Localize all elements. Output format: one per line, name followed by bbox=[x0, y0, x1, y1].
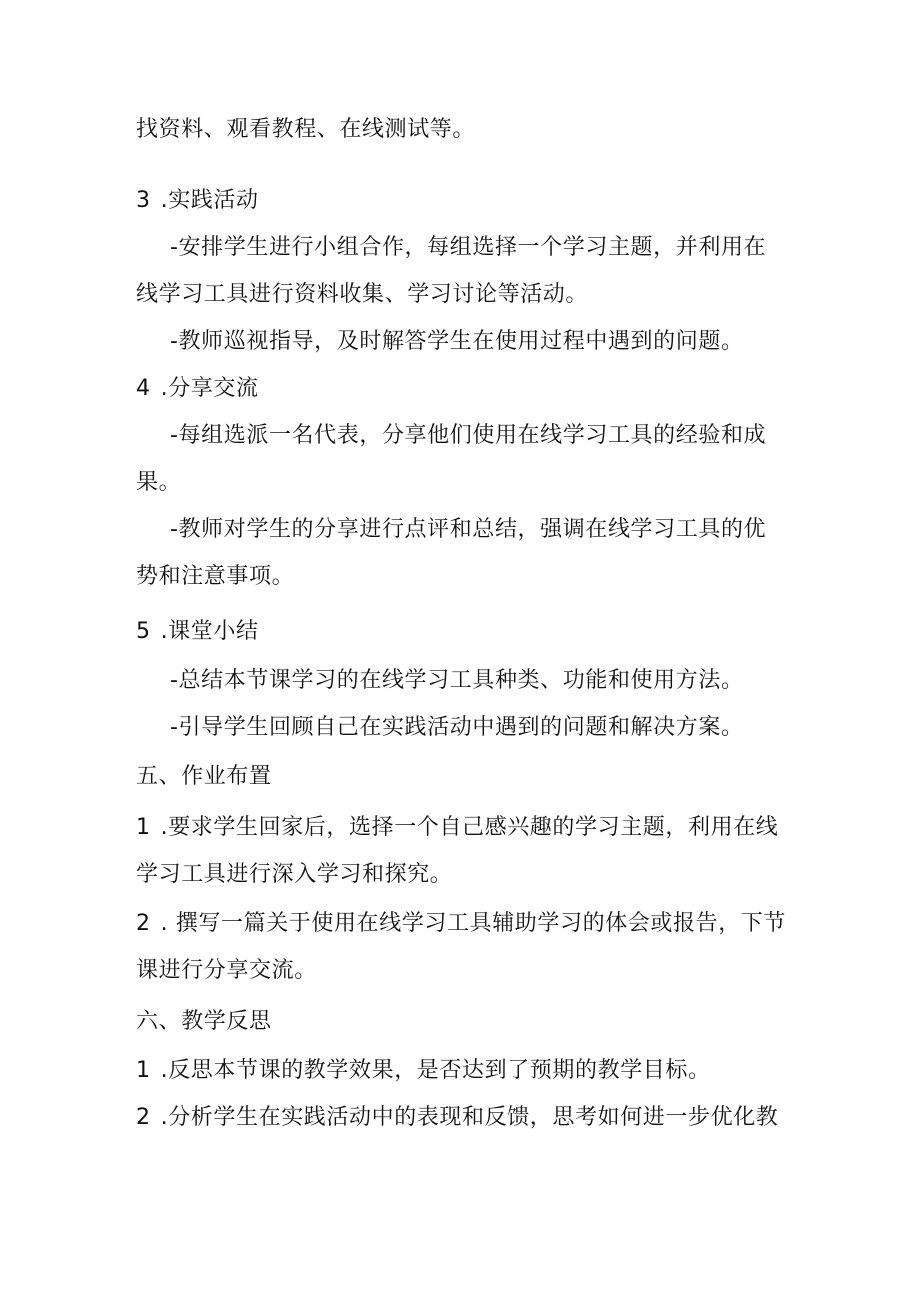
numbered-item: 1 .反思本节课的教学效果，是否达到了预期的教学目标。 bbox=[136, 1056, 796, 1086]
chapter-heading-homework: 五、作业布置 bbox=[136, 764, 272, 789]
bullet-item: -教师巡视指导，及时解答学生在使用过程中遇到的问题。 bbox=[170, 329, 744, 354]
item-number: 3 bbox=[136, 188, 151, 213]
item-number: 2 bbox=[136, 1105, 151, 1130]
bullet-item: -安排学生进行小组合作，每组选择一个学习主题，并利用在 bbox=[170, 235, 767, 260]
section-heading-summary: 5 .课堂小结 bbox=[136, 617, 796, 647]
numbered-item-continuation: 学习工具进行深入学习和探究。 bbox=[136, 862, 453, 887]
item-number: 4 bbox=[136, 376, 151, 401]
item-number: 2 bbox=[136, 911, 151, 936]
bullet-item-continuation: 线学习工具进行资料收集、学习讨论等活动。 bbox=[136, 282, 589, 307]
item-number: 5 bbox=[136, 619, 151, 644]
chapter-heading-reflection: 六、教学反思 bbox=[136, 1009, 272, 1034]
bullet-item-continuation: 势和注意事项。 bbox=[136, 564, 295, 589]
numbered-item-continuation: 课进行分享交流。 bbox=[136, 958, 317, 983]
item-number: 1 bbox=[136, 1058, 151, 1083]
bullet-item: -引导学生回顾自己在实践活动中遇到的问题和解决方案。 bbox=[170, 715, 744, 740]
numbered-item: 2 .分析学生在实践活动中的表现和反馈，思考如何进一步优化教 bbox=[136, 1103, 796, 1133]
paragraph-continuation: 找资料、观看教程、在线测试等。 bbox=[136, 117, 476, 142]
section-heading-sharing: 4 .分享交流 bbox=[136, 374, 796, 404]
item-number: 1 bbox=[136, 815, 151, 840]
bullet-item: -总结本节课学习的在线学习工具种类、功能和使用方法。 bbox=[170, 668, 744, 693]
section-heading-practice: 3 .实践活动 bbox=[136, 186, 796, 216]
numbered-item: 2 . 撰写一篇关于使用在线学习工具辅助学习的体会或报告，下节 bbox=[136, 909, 796, 939]
bullet-item: -教师对学生的分享进行点评和总结，强调在线学习工具的优 bbox=[170, 517, 767, 542]
numbered-item: 1 .要求学生回家后，选择一个自己感兴趣的学习主题，利用在线 bbox=[136, 813, 796, 843]
bullet-item-continuation: 果。 bbox=[136, 470, 182, 495]
bullet-item: -每组选派一名代表，分享他们使用在线学习工具的经验和成 bbox=[170, 423, 767, 448]
